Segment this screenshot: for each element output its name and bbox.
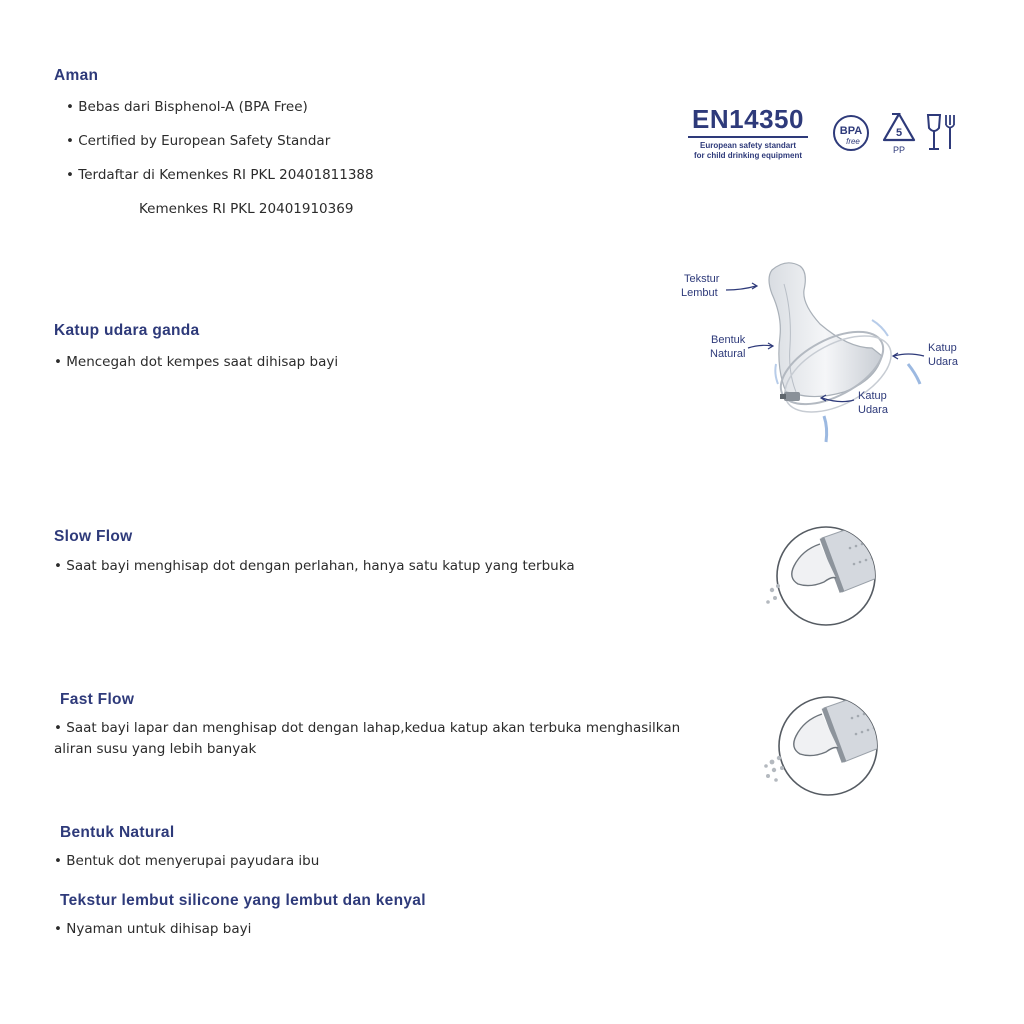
bpa-icon-top-text: BPA <box>839 125 863 137</box>
en14350-badge <box>684 104 812 161</box>
bentuk-natural-heading: Bentuk Natural <box>60 824 175 841</box>
en14350-title: EN14350 <box>692 104 804 134</box>
aman-bullet-bpa-free: • Bebas dari Bisphenol-A (BPA Free) <box>66 99 308 115</box>
label-tekstur-2: Lembut <box>681 287 718 299</box>
bpa-free-icon <box>832 114 870 152</box>
slow-flow-illustration <box>762 520 886 630</box>
aman-heading: Aman <box>54 67 99 84</box>
label-katup-right-1: Katup <box>928 342 957 354</box>
aman-kemenkes-continuation: Kemenkes RI PKL 20401910369 <box>139 201 354 217</box>
en14350-divider <box>688 136 808 138</box>
label-katup-right-2: Udara <box>928 356 958 368</box>
fast-flow-bullet: • Saat bayi lapar dan menghisap dot dengan lahap,kedua katup akan terbuka menghasilkan aliran susu yang lebih banyak <box>54 720 681 757</box>
tekstur-bullet: • Nyaman untuk dihisap bayi <box>54 921 252 937</box>
en14350-subtitle-2: for child drinking equipment <box>694 151 802 160</box>
slow-flow-heading: Slow Flow <box>54 528 133 545</box>
tekstur-heading: Tekstur lembut silicone yang lembut dan kenyal <box>60 892 426 909</box>
label-katup-bottom-1: Katup <box>858 390 887 402</box>
recycle-number: 5 <box>895 127 903 139</box>
slow-flow-bullet: • Saat bayi menghisap dot dengan perlahan, hanya satu katup yang terbuka <box>54 558 575 574</box>
nipple-diagram <box>676 256 976 456</box>
fast-flow-heading: Fast Flow <box>60 691 135 708</box>
fast-flow-illustration <box>762 692 886 802</box>
bpa-icon-bottom-text: free <box>846 137 860 146</box>
aman-bullet-certified: • Certified by European Safety Standar <box>66 133 331 149</box>
en14350-subtitle-1: European safety standart <box>699 141 797 150</box>
label-bentuk-2: Natural <box>710 348 746 360</box>
label-katup-bottom-2: Udara <box>858 404 888 416</box>
food-safe-icon <box>925 112 959 152</box>
katup-heading: Katup udara ganda <box>54 322 200 339</box>
bentuk-natural-bullet: • Bentuk dot menyerupai payudara ibu <box>54 853 320 869</box>
recycle-5-pp-icon <box>880 110 918 156</box>
aman-bullet-kemenkes: • Terdaftar di Kemenkes RI PKL 20401811388 <box>66 167 374 183</box>
label-tekstur-1: Tekstur <box>684 273 720 285</box>
katup-bullet: • Mencegah dot kempes saat dihisap bayi <box>54 354 339 370</box>
recycle-label: PP <box>892 145 906 155</box>
label-bentuk-1: Bentuk <box>711 334 746 346</box>
